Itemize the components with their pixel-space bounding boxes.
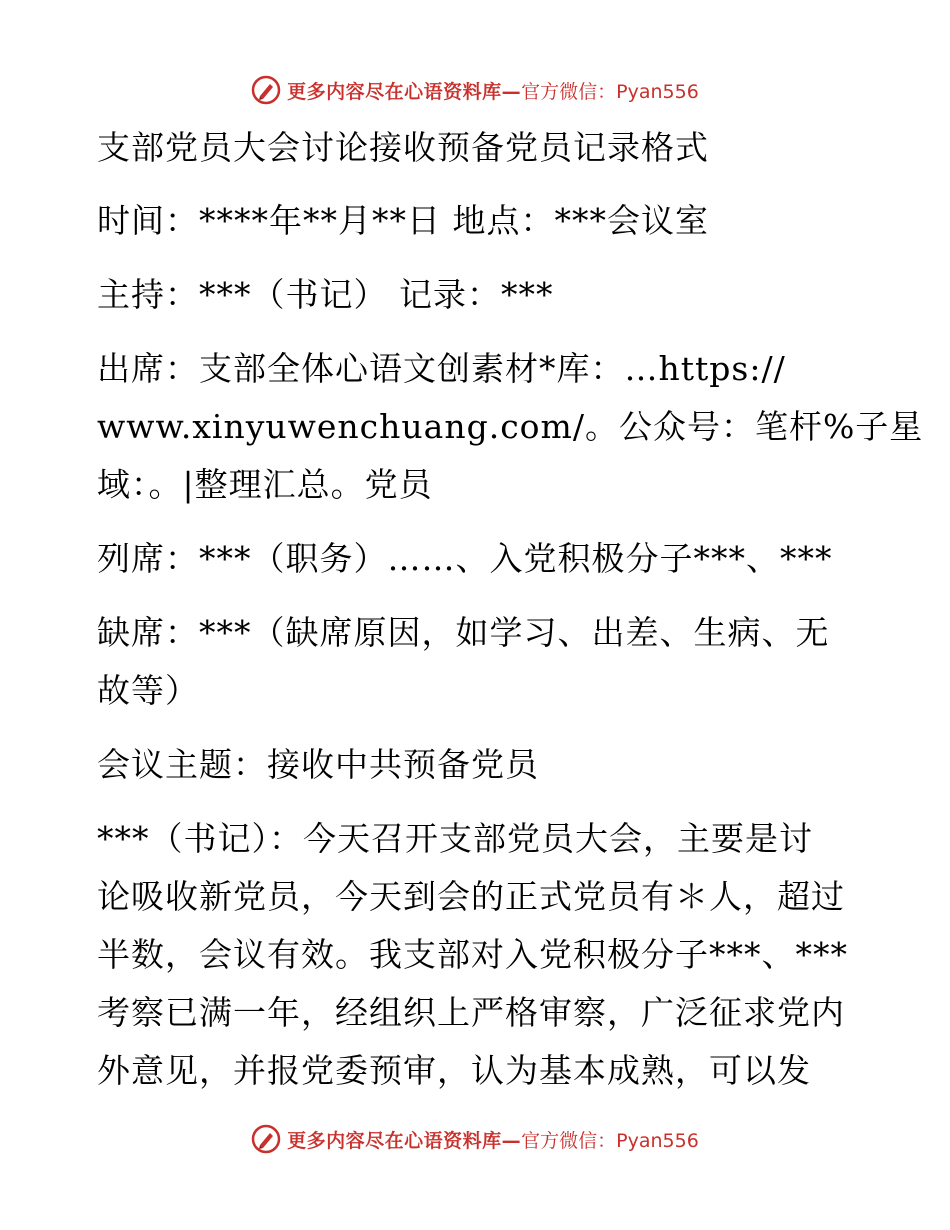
attendees-line-3: 域：。|整理汇总。党员	[97, 465, 433, 504]
header-watermark-text: 更多内容尽在心语资料库—	[287, 80, 522, 103]
footer-watermark	[0, 1121, 950, 1157]
meeting-topic: 会议主题：接收中共预备党员	[97, 745, 539, 784]
secretary-line-5: 外意见，并报党委预审，认为基本成熟，可以发	[97, 1051, 811, 1090]
footer-watermark-contact: 官方微信：Pyan556	[521, 1129, 699, 1152]
meeting-time-place: 时间：****年**月**日 地点：***会议室	[97, 201, 709, 240]
absent-line-1: 缺席：***（缺席原因，如学习、出差、生病、无	[97, 613, 830, 652]
pen-logo-icon	[251, 1124, 281, 1154]
observers-line: 列席：***（职务）……、入党积极分子***、***	[97, 539, 833, 578]
header-watermark-contact: 官方微信：Pyan556	[521, 80, 699, 103]
secretary-line-2: 论吸收新党员，今天到会的正式党员有＊人，超过	[97, 877, 845, 916]
meeting-host: 主持：***（书记） 记录：***	[97, 275, 554, 314]
footer-watermark-text: 更多内容尽在心语资料库—	[287, 1129, 522, 1152]
secretary-line-3: 半数，会议有效。我支部对入党积极分子***、***	[97, 935, 848, 974]
attendees-line-1: 出席：支部全体心语文创素材*库：…https://	[97, 349, 786, 388]
attendees-line-2: www.xinyuwenchuang.com/。公众号：笔杆%子星	[97, 407, 924, 446]
header-watermark	[0, 72, 950, 108]
doc-title: 支部党员大会讨论接收预备党员记录格式	[97, 128, 709, 167]
secretary-line-4: 考察已满一年，经组织上严格审察，广泛征求党内	[97, 993, 845, 1032]
secretary-line-1: ***（书记）：今天召开支部党员大会，主要是讨	[97, 819, 813, 858]
pen-logo-icon	[251, 75, 281, 105]
absent-line-2: 故等）	[97, 671, 199, 710]
